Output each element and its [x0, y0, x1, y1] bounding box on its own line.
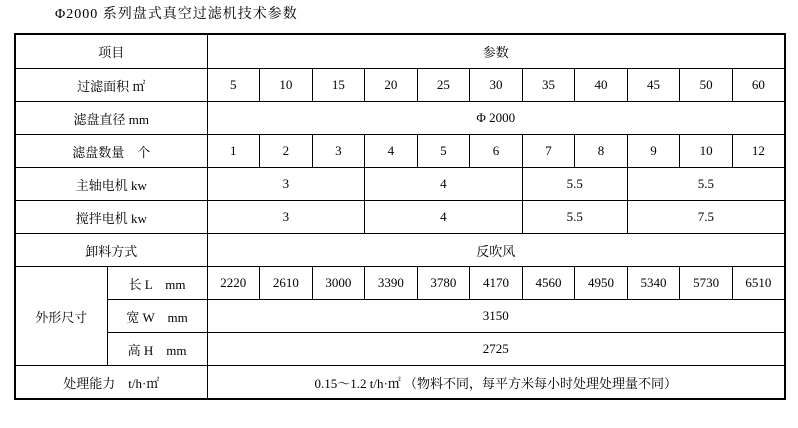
filter-area-label: 过滤面积 ㎡	[15, 69, 207, 102]
filter-area-value: 35	[522, 69, 575, 102]
disc-count-value: 6	[470, 135, 523, 168]
dimensions-group-label: 外形尺寸	[15, 267, 107, 366]
disc-count-value: 8	[575, 135, 628, 168]
main-motor-value: 4	[365, 168, 523, 201]
disc-count-value: 4	[365, 135, 418, 168]
page-title: Φ2000 系列盘式真空过滤机技术参数	[55, 7, 298, 22]
header-item: 项目	[15, 34, 207, 69]
dimension-length-value: 6510	[732, 267, 785, 300]
capacity-value: 0.15～1.2 t/h·㎡ （物料不同，每平方米每小时处理处理量不同）	[207, 366, 785, 400]
capacity-label: 处理能力 t/h·㎡	[15, 366, 207, 400]
disc-count-value: 2	[260, 135, 313, 168]
header-params: 参数	[207, 34, 785, 69]
disc-count-label: 滤盘数量 个	[15, 135, 207, 168]
dimension-height-row	[15, 333, 785, 366]
filter-area-value: 25	[417, 69, 470, 102]
disc-count-row	[15, 135, 785, 168]
dimension-length-label: 长 L mm	[107, 267, 207, 300]
dimension-length-value: 2610	[260, 267, 313, 300]
main-motor-row	[15, 168, 785, 201]
disc-diameter-label: 滤盘直径 mm	[15, 102, 207, 135]
agitator-motor-value: 7.5	[627, 201, 785, 234]
dimension-length-value: 2220	[207, 267, 260, 300]
dimension-length-value: 4560	[522, 267, 575, 300]
main-motor-label: 主轴电机 kw	[15, 168, 207, 201]
agitator-motor-value: 3	[207, 201, 365, 234]
disc-count-value: 9	[627, 135, 680, 168]
dimension-height-label: 高 H mm	[107, 333, 207, 366]
discharge-value: 反吹风	[207, 234, 785, 267]
dimension-length-value: 4950	[575, 267, 628, 300]
dimension-length-value: 3780	[417, 267, 470, 300]
disc-diameter-row	[15, 102, 785, 135]
filter-area-value: 60	[732, 69, 785, 102]
dimension-length-value: 3390	[365, 267, 418, 300]
disc-count-value: 3	[312, 135, 365, 168]
main-motor-value: 5.5	[627, 168, 785, 201]
disc-count-value: 12	[732, 135, 785, 168]
dimension-width-row	[15, 300, 785, 333]
disc-count-value: 1	[207, 135, 260, 168]
filter-area-value: 40	[575, 69, 628, 102]
agitator-motor-label: 搅拌电机 kw	[15, 201, 207, 234]
main-motor-value: 5.5	[522, 168, 627, 201]
disc-count-value: 10	[680, 135, 733, 168]
dimension-width-value: 3150	[207, 300, 785, 333]
disc-count-value: 5	[417, 135, 470, 168]
dimension-length-value: 5340	[627, 267, 680, 300]
filter-area-value: 45	[627, 69, 680, 102]
dimension-length-value: 3000	[312, 267, 365, 300]
table-header-row	[15, 34, 785, 69]
dimension-length-value: 5730	[680, 267, 733, 300]
filter-area-value: 50	[680, 69, 733, 102]
filter-area-value: 10	[260, 69, 313, 102]
agitator-motor-row	[15, 201, 785, 234]
disc-count-value: 7	[522, 135, 575, 168]
disc-diameter-value: Φ 2000	[207, 102, 785, 135]
filter-area-value: 20	[365, 69, 418, 102]
filter-area-value: 30	[470, 69, 523, 102]
dimension-length-value: 4170	[470, 267, 523, 300]
filter-area-value: 15	[312, 69, 365, 102]
agitator-motor-value: 4	[365, 201, 523, 234]
filter-area-value: 5	[207, 69, 260, 102]
spec-table	[14, 33, 786, 400]
capacity-row	[15, 366, 785, 400]
dimension-height-value: 2725	[207, 333, 785, 366]
dimension-length-row	[15, 267, 785, 300]
main-motor-value: 3	[207, 168, 365, 201]
discharge-row	[15, 234, 785, 267]
discharge-label: 卸料方式	[15, 234, 207, 267]
dimension-width-label: 宽 W mm	[107, 300, 207, 333]
agitator-motor-value: 5.5	[522, 201, 627, 234]
filter-area-row	[15, 69, 785, 102]
